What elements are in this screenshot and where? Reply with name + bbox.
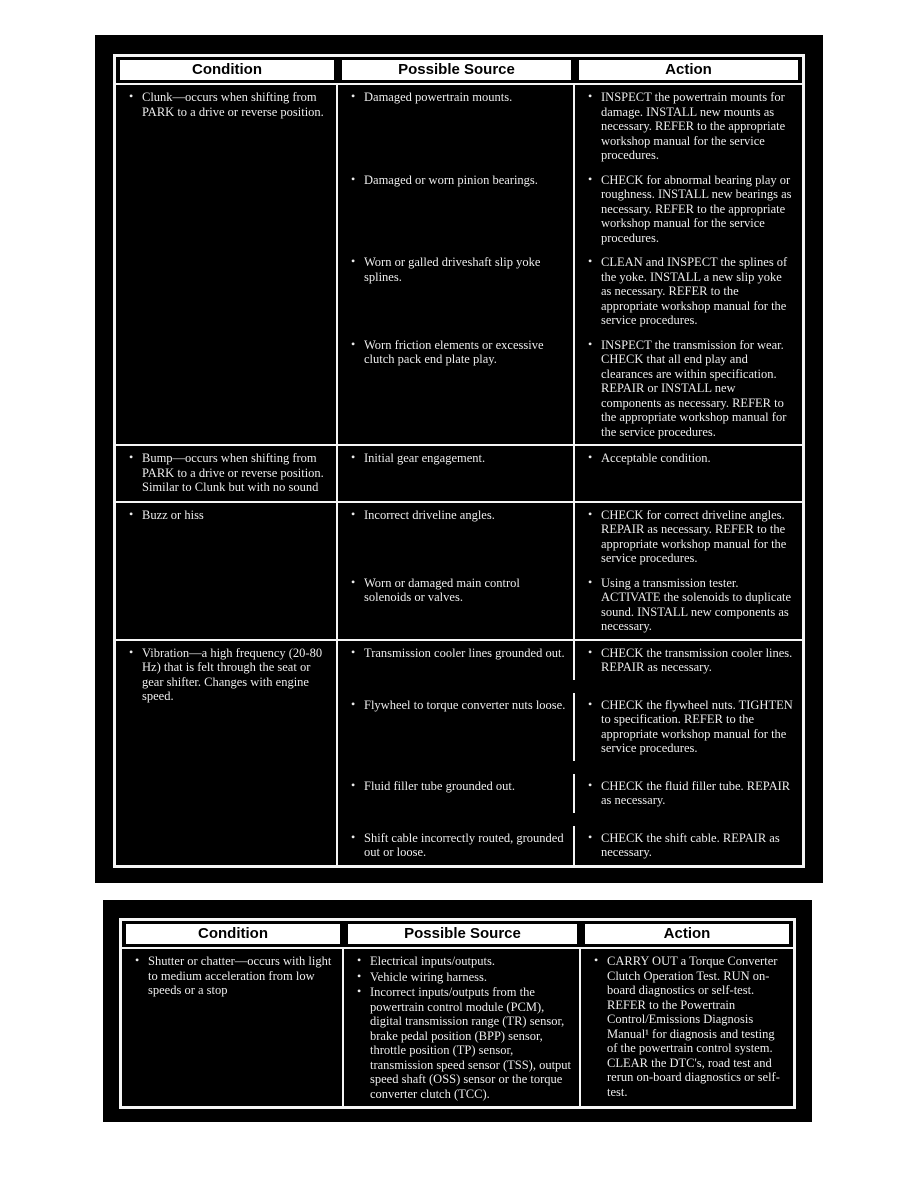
source-cell bbox=[344, 949, 581, 1106]
source-cell bbox=[338, 250, 575, 333]
table-row-shutter-or-chatter bbox=[122, 949, 793, 1106]
list-item bbox=[575, 338, 800, 440]
source-action-cells bbox=[338, 503, 802, 639]
bullet-icon: • bbox=[588, 574, 593, 589]
bullet-icon: • bbox=[357, 968, 362, 983]
table-1-header-row bbox=[116, 57, 802, 85]
list-item bbox=[344, 970, 577, 985]
bullet-icon: • bbox=[357, 984, 362, 999]
action-text: INSPECT the transmission for wear. CHECK that all end play and clearances are within specification. REPAIR or INSTALL new components as necessary. REFER to the appropriate workshop manual for the service procedures. bbox=[601, 337, 787, 439]
source-text: Flywheel to torque converter nuts loose. bbox=[364, 697, 566, 712]
action-text: CHECK for abnormal bearing play or roughness. INSTALL new bearings as necessary. REFER to the appropriate workshop manual for the service procedures. bbox=[601, 172, 792, 245]
bullet-icon: • bbox=[351, 777, 356, 792]
condition-text: Clunk—occurs when shifting from PARK to a drive or reverse position. bbox=[142, 90, 324, 119]
list-item bbox=[581, 954, 791, 1099]
action-cell bbox=[575, 250, 802, 333]
table-row-bump bbox=[116, 444, 802, 501]
source-cell bbox=[338, 503, 575, 571]
action-text: CHECK the fluid filler tube. REPAIR as necessary. bbox=[601, 778, 791, 808]
table-row-vibration bbox=[116, 639, 802, 865]
source-text: Fluid filler tube grounded out. bbox=[364, 778, 516, 793]
condition-text: Buzz or hiss bbox=[142, 507, 204, 522]
bullet-icon: • bbox=[588, 829, 593, 844]
list-item bbox=[338, 779, 571, 794]
source-text: Shift cable incorrectly routed, grounded out or loose. bbox=[364, 830, 564, 860]
source-action-cells bbox=[338, 85, 802, 444]
condition-text: Vibration—a high frequency (20-80 Hz) that is felt through the seat or gear shifter. Changes with engine speed. bbox=[142, 645, 323, 704]
action-cell bbox=[575, 826, 802, 865]
list-item bbox=[338, 508, 571, 523]
list-item bbox=[575, 173, 800, 246]
list-item bbox=[575, 576, 800, 634]
bullet-icon: • bbox=[129, 89, 134, 104]
list-item bbox=[338, 338, 571, 367]
source-text: Incorrect driveline angles. bbox=[364, 507, 495, 522]
action-text: CHECK the flywheel nuts. TIGHTEN to specification. REFER to the appropriate workshop manual for the service procedures. bbox=[601, 697, 793, 756]
source-action-cells bbox=[344, 949, 793, 1106]
list-item bbox=[575, 90, 800, 163]
action-cell bbox=[575, 168, 802, 251]
source-text: Initial gear engagement. bbox=[364, 451, 486, 466]
list-item bbox=[344, 954, 577, 969]
source-text: Electrical inputs/outputs. bbox=[370, 954, 495, 969]
source-cell bbox=[338, 774, 575, 813]
bullet-icon: • bbox=[588, 777, 593, 792]
bullet-icon: • bbox=[351, 254, 356, 269]
bullet-icon: • bbox=[129, 450, 134, 465]
source-text: Worn or damaged main control solenoids or valves. bbox=[364, 575, 520, 605]
table-2-header-row bbox=[122, 921, 793, 949]
action-text: INSPECT the powertrain mounts for damage. INSTALL new mounts as necessary. REFER to the appropriate workshop manual for the service procedures. bbox=[601, 90, 786, 163]
action-cell bbox=[575, 333, 802, 445]
column-header-condition: Condition bbox=[120, 60, 334, 80]
list-item bbox=[575, 779, 800, 808]
bullet-icon: • bbox=[588, 171, 593, 186]
list-item bbox=[116, 508, 334, 523]
list-item bbox=[575, 831, 800, 860]
bullet-icon: • bbox=[351, 574, 356, 589]
bullet-icon: • bbox=[351, 644, 356, 659]
column-header-action: Action bbox=[585, 924, 789, 944]
action-text: CLEAN and INSPECT the splines of the yoke. INSTALL a new slip yoke as necessary. REFER to the appropriate workshop manual for the service procedures. bbox=[601, 255, 788, 328]
action-text: Acceptable condition. bbox=[601, 451, 711, 466]
table-row-buzz-or-hiss bbox=[116, 501, 802, 639]
bullet-icon: • bbox=[135, 953, 140, 968]
table-row-clunk bbox=[116, 85, 802, 444]
bullet-icon: • bbox=[588, 254, 593, 269]
bullet-icon: • bbox=[588, 89, 593, 104]
list-item bbox=[575, 451, 800, 466]
source-cell bbox=[338, 693, 575, 761]
condition-cell bbox=[116, 641, 338, 865]
bullet-icon: • bbox=[588, 336, 593, 351]
source-text: Worn or galled driveshaft slip yoke splines. bbox=[364, 255, 541, 284]
bullet-icon: • bbox=[588, 506, 593, 521]
list-item bbox=[575, 255, 800, 328]
bullet-icon: • bbox=[588, 450, 593, 465]
list-item bbox=[122, 954, 340, 998]
list-item bbox=[344, 985, 577, 1101]
action-cell bbox=[575, 693, 802, 761]
list-item bbox=[116, 90, 334, 119]
source-cell bbox=[338, 333, 575, 445]
list-item bbox=[338, 831, 571, 860]
action-text: Using a transmission tester. ACTIVATE the solenoids to duplicate sound. INSTALL new components as necessary. bbox=[601, 575, 792, 634]
source-text: Damaged powertrain mounts. bbox=[364, 90, 513, 105]
list-item bbox=[575, 508, 800, 566]
list-item bbox=[338, 255, 571, 284]
action-text: CHECK the transmission cooler lines. REPAIR as necessary. bbox=[601, 645, 793, 675]
action-cell bbox=[575, 641, 802, 680]
list-item bbox=[116, 451, 334, 495]
action-cell bbox=[575, 85, 802, 168]
bullet-icon: • bbox=[351, 829, 356, 844]
condition-text: Bump—occurs when shifting from PARK to a drive or reverse position. Similar to Clunk but with no sound bbox=[142, 451, 324, 495]
action-text: CHECK the shift cable. REPAIR as necessary. bbox=[601, 830, 780, 860]
list-item bbox=[338, 90, 571, 105]
column-header-action: Action bbox=[579, 60, 798, 80]
diagnostic-table-1-background bbox=[95, 35, 823, 883]
diagnostic-table-1 bbox=[113, 54, 805, 868]
bullet-icon: • bbox=[351, 450, 356, 465]
bullet-icon: • bbox=[351, 89, 356, 104]
bullet-icon: • bbox=[351, 336, 356, 351]
action-cell bbox=[581, 949, 793, 1106]
diagnostic-table-2 bbox=[119, 918, 796, 1109]
diagnostic-table-2-background bbox=[103, 900, 812, 1122]
list-item bbox=[575, 646, 800, 675]
condition-text: Shutter or chatter—occurs with light to medium acceleration from low speeds or a stop bbox=[148, 954, 332, 998]
bullet-icon: • bbox=[351, 506, 356, 521]
action-text: CHECK for correct driveline angles. REPAIR as necessary. REFER to the appropriate workshop manual for the service procedures. bbox=[601, 507, 787, 566]
bullet-icon: • bbox=[588, 696, 593, 711]
source-cell bbox=[338, 85, 575, 168]
source-text: Incorrect inputs/outputs from the powertrain control module (PCM), digital transmission range (TR) sensor, brake pedal position (BPP) sensor, throttle position (TP) sensor, transmission speed sensor (TSS), output speed shaft (OSS) sensor or the torque converter clutch (TCC). bbox=[370, 985, 572, 1101]
source-text: Transmission cooler lines grounded out. bbox=[364, 645, 565, 660]
bullet-icon: • bbox=[351, 696, 356, 711]
condition-cell bbox=[116, 503, 338, 639]
column-header-condition: Condition bbox=[126, 924, 340, 944]
bullet-icon: • bbox=[594, 953, 599, 968]
condition-cell bbox=[116, 446, 338, 501]
source-action-cells bbox=[338, 641, 802, 865]
bullet-icon: • bbox=[357, 953, 362, 968]
list-item bbox=[338, 451, 571, 466]
action-cell bbox=[575, 571, 802, 639]
source-cell bbox=[338, 826, 575, 865]
source-text: Worn friction elements or excessive clutch pack end plate play. bbox=[364, 337, 544, 367]
list-item bbox=[338, 576, 571, 605]
list-item bbox=[338, 698, 571, 713]
action-cell bbox=[575, 503, 802, 571]
source-text: Vehicle wiring harness. bbox=[370, 969, 487, 984]
bullet-icon: • bbox=[129, 644, 134, 659]
source-cell bbox=[338, 641, 575, 680]
condition-cell bbox=[122, 949, 344, 1106]
column-header-possible-source: Possible Source bbox=[348, 924, 577, 944]
action-text: CARRY OUT a Torque Converter Clutch Operation Test. RUN on-board diagnostics or self-test. REFER to the Powertrain Control/Emissions Diagnosis Manual¹ for diagnosis and testing of the powertrain control system. CLEAR the DTC's, road test and rerun on-board diagnostics or self-test. bbox=[607, 954, 780, 1099]
list-item bbox=[575, 698, 800, 756]
column-header-possible-source: Possible Source bbox=[342, 60, 571, 80]
source-action-cells bbox=[338, 446, 802, 501]
source-cell bbox=[338, 571, 575, 639]
source-cell bbox=[338, 446, 575, 501]
list-item bbox=[338, 173, 571, 188]
bullet-icon: • bbox=[129, 506, 134, 521]
list-item bbox=[116, 646, 334, 704]
action-cell bbox=[575, 446, 802, 501]
source-text: Damaged or worn pinion bearings. bbox=[364, 172, 538, 187]
source-cell bbox=[338, 168, 575, 251]
list-item bbox=[338, 646, 571, 661]
bullet-icon: • bbox=[351, 171, 356, 186]
condition-cell bbox=[116, 85, 338, 444]
bullet-icon: • bbox=[588, 644, 593, 659]
action-cell bbox=[575, 774, 802, 813]
